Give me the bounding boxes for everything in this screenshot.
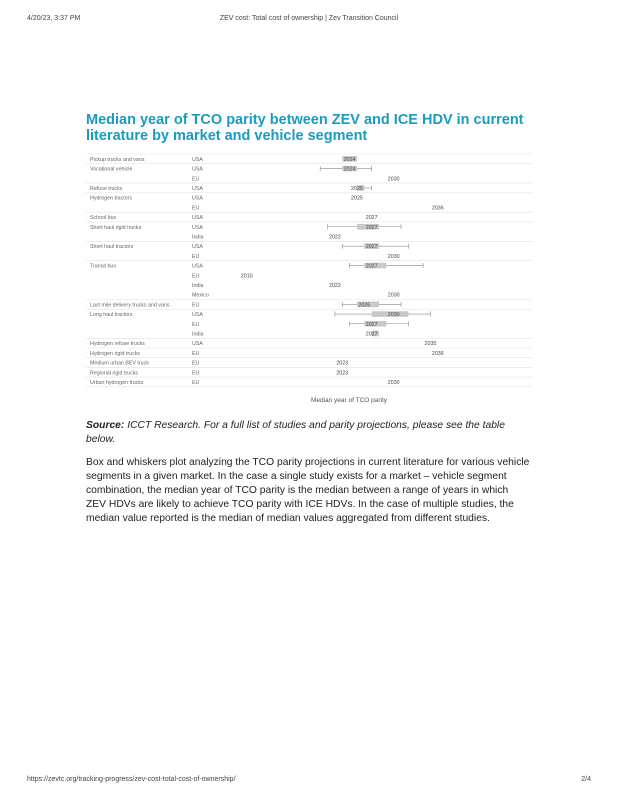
median-label: 2022 [329,282,341,289]
median-label: 2010 [240,273,253,280]
market-label: EU [192,273,200,280]
page-footer-number: 2/4 [581,776,591,783]
page-header-date: 4/20/23, 3:37 PM [27,15,81,22]
market-label: USA [192,341,203,348]
source-note [86,419,531,447]
median-label: 2022 [329,234,341,241]
page-footer-url: https://zevtc.org/tracking-progress/zev-cost-total-cost-of-ownership/ [27,776,236,783]
median-label: 2027 [365,215,378,222]
segment-label: Urban hydrogen trucks [90,379,144,386]
median-label: 2027 [365,331,378,338]
page-header-title: ZEV cost: Total cost of ownership | Zev Transition Council [219,15,399,22]
market-label: India [192,234,204,241]
chart-title: Median year of TCO parity between ZEV and ICE HDV in current literature by market and vehicle segment [86,112,524,144]
median-label: 2035 [424,341,437,348]
market-label: EU [192,205,200,212]
median-label: 2026 [358,302,371,309]
median-label: 2027 [365,321,378,328]
median-label: 2030 [387,176,400,183]
segment-label: Long haul tractors [90,312,133,319]
market-label: USA [192,224,203,231]
segment-label: Hydrogen refuse trucks [90,341,145,348]
market-label: India [192,282,204,289]
median-label: 2023 [336,360,349,367]
x-axis-label: Median year of TCO parity [310,396,388,404]
segment-label: Refuse trucks [90,185,123,192]
market-label: USA [192,195,203,202]
median-label: 2027 [365,263,378,270]
median-label: 2030 [387,253,400,260]
segment-label: Hydrogen rigid trucks [90,350,141,357]
median-label: 2025 [351,195,363,202]
segment-label: Medium urban BEV truck [90,360,149,367]
segment-label: Vocational vehicle [90,166,133,173]
segment-label: Transit bus [90,263,117,270]
median-label: 2024 [343,166,356,173]
market-label: EU [192,176,200,183]
segment-label: Short haul tractors [90,244,134,251]
market-label: EU [192,370,200,377]
market-label: India [192,331,204,338]
median-label: 2030 [387,292,400,299]
median-label: 2027 [365,244,378,251]
market-label: EU [192,379,200,386]
market-label: EU [192,302,200,309]
market-label: USA [192,312,203,319]
market-label: USA [192,156,203,163]
segment-label: Short haul rigid trucks [90,224,142,231]
median-label: 2025 [351,185,363,192]
market-label: EU [192,321,200,328]
segment-label: Hydrogen tractors [90,195,133,202]
segment-label: Regional rigid trucks [90,370,138,377]
median-label: 2027 [365,224,378,231]
median-label: 2030 [387,312,400,319]
median-label: 2036 [431,350,444,357]
tco-parity-box-plot [86,150,532,405]
segment-label: Pickup trucks and vans [90,156,145,163]
median-label: 2030 [387,379,400,386]
median-label: 2036 [431,205,444,212]
market-label: USA [192,215,203,222]
source-label: Source: [86,420,125,431]
segment-label: School bus [90,215,117,222]
market-label: EU [192,360,200,367]
market-label: EU [192,253,200,260]
market-label: EU [192,350,200,357]
market-label: USA [192,263,203,270]
market-label: USA [192,185,203,192]
median-label: 2023 [336,370,349,377]
body-paragraph: Box and whiskers plot analyzing the TCO parity projections in current literature for various vehicle segments in a given market. In the case a single study exists for a market – vehicle segment combination, the median year of TCO parity is the median between a range of years in which ZEV HDVs are likely to achieve TCO parity with ICE HDVs. In the case of multiple studies, the median value reported is the median of median values aggregated from different studies. [86,457,530,524]
segment-label: Last mile delivery trucks and vans [90,302,170,309]
source-text: ICCT Research. For a full list of studies and parity projections, please see the table below. [86,420,505,445]
market-label: USA [192,166,203,173]
market-label: Mexico [192,292,209,299]
market-label: USA [192,244,203,251]
median-label: 2024 [343,156,356,163]
